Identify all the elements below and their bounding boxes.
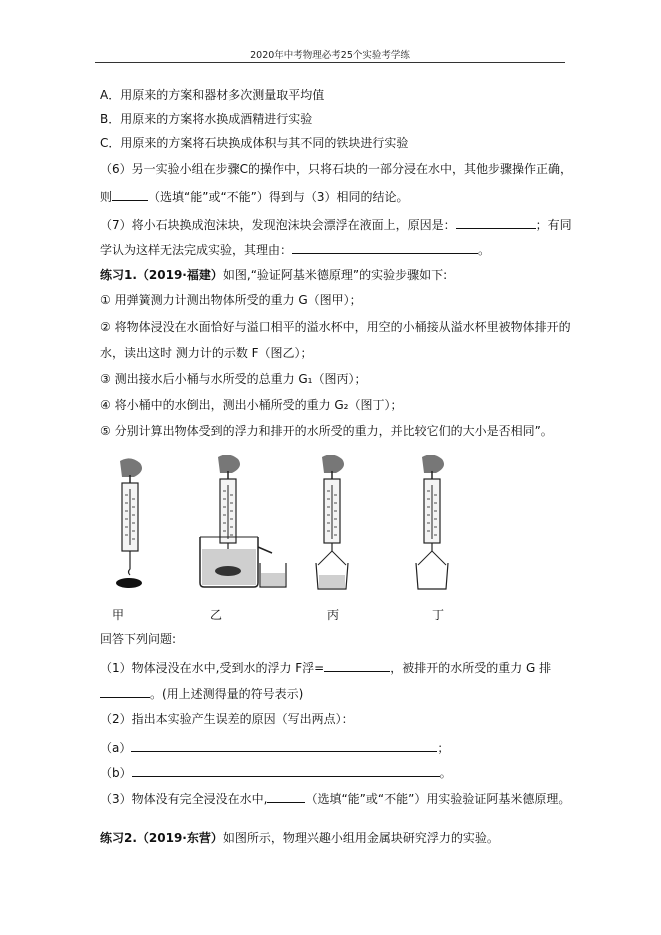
figure-label-ding: 丁 bbox=[432, 608, 445, 622]
q1-text-b: ，被排开的水所受的重力 G 排 bbox=[390, 661, 552, 675]
q1-text-c: 。(用上述测得量的符号表示) bbox=[150, 687, 304, 701]
q2-a-end: ； bbox=[437, 741, 450, 755]
q7-argument-blank[interactable] bbox=[292, 241, 478, 254]
buoyancy-blank[interactable] bbox=[324, 659, 390, 672]
figure-jia bbox=[116, 458, 142, 588]
answer-q3 bbox=[100, 790, 570, 806]
q7-line1 bbox=[100, 216, 572, 232]
exercise1-title: 练习1.（2019·福建） bbox=[100, 268, 223, 282]
q2-b-end: 。 bbox=[439, 766, 452, 780]
answer-q2: （2）指出本实验产生误差的原因（写出两点）： bbox=[100, 712, 354, 726]
exercise1-step3: ③ 测出接水后小桶与水所受的总重力 G₁（图丙）； bbox=[100, 372, 367, 386]
exercise1-step5: ⑤ 分别计算出物体受到的浮力和排开的水所受的重力，并比较它们的大小是否相同”。 bbox=[100, 424, 553, 438]
exercise1-heading bbox=[100, 268, 447, 282]
answer-q1-line1 bbox=[100, 659, 551, 675]
q7-text-d: 。 bbox=[478, 243, 491, 257]
q6-line2 bbox=[100, 188, 409, 204]
experiment-figure bbox=[100, 455, 480, 625]
error-reason-a-blank[interactable] bbox=[131, 739, 437, 752]
q7-text-a: （7）将小石块换成泡沫块，发现泡沫块会漂浮在液面上，原因是： bbox=[100, 218, 456, 232]
q2-a-label: （a） bbox=[100, 741, 132, 755]
q7-text-b: ；有同 bbox=[535, 218, 572, 232]
answer-q2-b bbox=[100, 764, 452, 780]
answer-q2-a bbox=[100, 739, 449, 755]
error-reason-b-blank[interactable] bbox=[132, 764, 440, 777]
figure-yi bbox=[200, 455, 286, 587]
q6-text-a: 则 bbox=[100, 190, 113, 204]
figure-ding bbox=[416, 455, 448, 589]
option-c: C．用原来的方案将石块换成体积与其不同的铁块进行实验 bbox=[100, 136, 409, 150]
q2-b-label: （b） bbox=[100, 766, 132, 780]
exercise1-step2-line2: 水，读出这时 测力计的示数 F（图乙）； bbox=[100, 346, 313, 360]
figure-label-yi: 乙 bbox=[210, 608, 223, 622]
q7-reason-blank[interactable] bbox=[456, 216, 536, 229]
q7-line2 bbox=[100, 241, 490, 257]
exercise1-intro: 如图,“验证阿基米德原理”的实验步骤如下: bbox=[222, 268, 448, 282]
exercise1-step4: ④ 将小桶中的水倒出，测出小桶所受的重力 G₂（图丁）； bbox=[100, 398, 403, 412]
q3-text-b: （选填“能”或“不能”）用实验验证阿基米德原理。 bbox=[305, 792, 571, 806]
exercise2-text: 如图所示，物理兴趣小组用金属块研究浮力的实验。 bbox=[222, 831, 499, 845]
figure-label-jia: 甲 bbox=[112, 608, 125, 622]
q3-text-a: （3）物体没有完全浸没在水中, bbox=[100, 792, 268, 806]
q6-text-b: （选填“能”或“不能”）得到与（3）相同的结论。 bbox=[148, 190, 409, 204]
header-divider bbox=[95, 62, 565, 63]
exercise2-heading bbox=[100, 831, 499, 845]
answers-prompt: 回答下列问题: bbox=[100, 632, 177, 646]
displaced-weight-blank[interactable] bbox=[100, 685, 150, 698]
q1-text-a: （1）物体浸没在水中,受到水的浮力 F浮= bbox=[100, 661, 325, 675]
exercise1-step1: ① 用弹簧测力计测出物体所受的重力 G（图甲）； bbox=[100, 293, 362, 307]
answer-q1-line2 bbox=[100, 685, 303, 701]
exercise2-title: 练习2.（2019·东营） bbox=[100, 831, 223, 845]
option-a: A．用原来的方案和器材多次测量取平均值 bbox=[100, 88, 325, 102]
q6-answer-blank[interactable] bbox=[112, 188, 148, 201]
figure-bing bbox=[316, 455, 348, 589]
page-header: 2020年中考物理必考25个实验考学练 bbox=[250, 50, 410, 61]
q6-line1: （6）另一实验小组在步骤C的操作中，只将石块的一部分浸在水中，其他步骤操作正确， bbox=[100, 162, 573, 176]
figure-label-bing: 丙 bbox=[327, 608, 340, 622]
q3-answer-blank[interactable] bbox=[267, 790, 305, 803]
q7-text-c: 学认为这样无法完成实验，其理由： bbox=[100, 243, 293, 257]
option-b: B．用原来的方案将水换成酒精进行实验 bbox=[100, 112, 313, 126]
exercise1-step2-line1: ② 将物体浸没在水面恰好与溢口相平的溢水杯中，用空的小桶接从溢水杯里被物体排开的 bbox=[100, 320, 571, 334]
